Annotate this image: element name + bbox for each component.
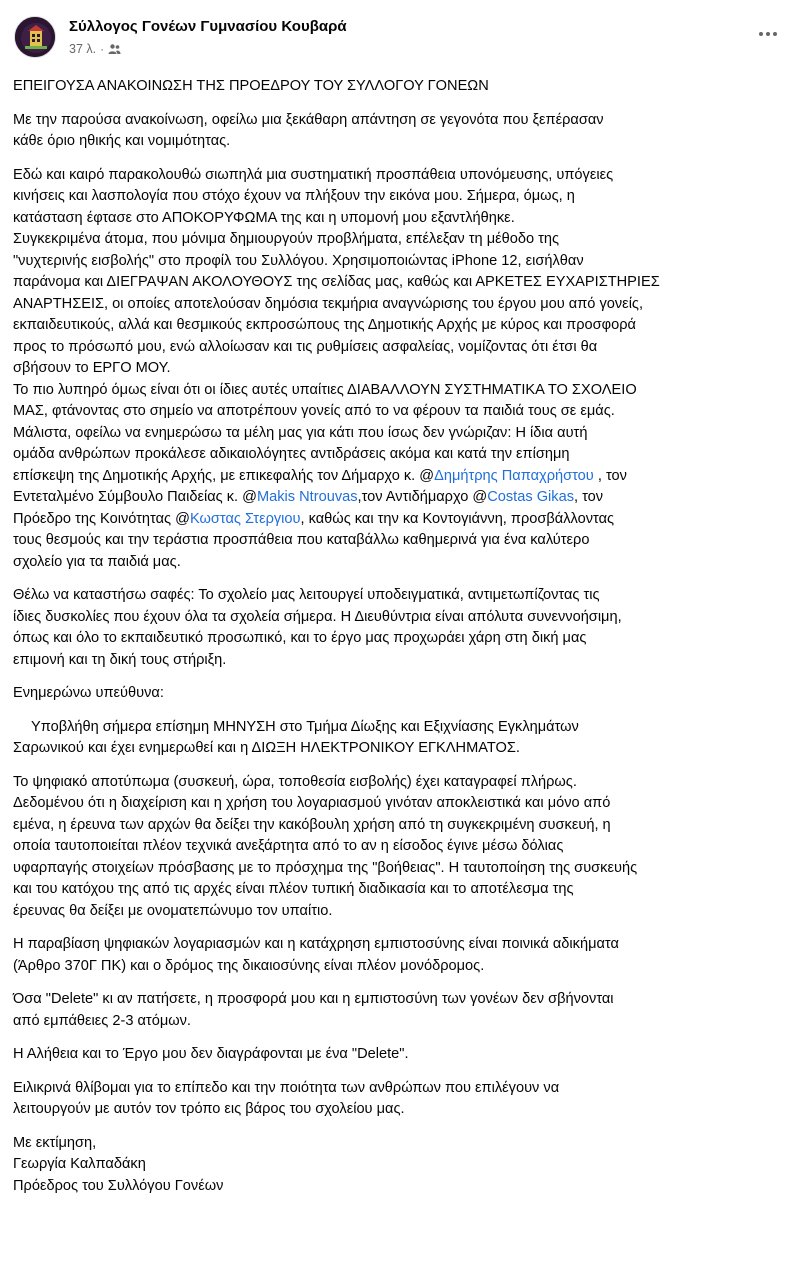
- paragraph-5: [13, 717, 787, 760]
- text-line: έρευνας θα δείξει με ονοματεπώνυμο τον υπαίτιο.: [13, 902, 333, 919]
- text-line: και του κατόχου της από τις αρχές είναι πλέον τυπική διαδικασία και το αποτέλεσμα της: [13, 881, 574, 897]
- text-line: προς το πρόσωπό μου, ενώ αλλοίωσαν και τις ρυθμίσεις ασφαλείας, νομίζοντας ότι έτσι θα: [13, 338, 598, 355]
- post-time[interactable]: 37 λ.: [69, 42, 97, 56]
- text-line: Συγκεκριμένα άτομα, που μόνιμα δημιουργούν προβλήματα, επέλεξαν τη μέθοδο της: [13, 231, 560, 247]
- text-line: Θέλω να καταστήσω σαφές: Το σχολείο μας λειτουργεί υποδειγματικά, αντιμετωπίζοντας τις: [13, 587, 600, 603]
- paragraph-7: [13, 934, 787, 977]
- text-line: Υποβλήθη σήμερα επίσημη ΜΗΝΥΣΗ στο Τμήμα Δίωξης και Εξιχνίασης Εγκλημάτων: [31, 718, 579, 735]
- people-icon[interactable]: [108, 43, 121, 55]
- text-line: ομάδα ανθρώπων προκάλεσε αδικαιολόγητες αντιδράσεις ακόμα και κατά την επίσημη: [13, 446, 570, 462]
- text-line: ίδιες δυσκολίες που έχουν όλα τα σχολεία σήμερα. Η Διευθύντρια είναι απόλυτα συνεννοήσιμη,: [13, 608, 622, 625]
- post-title: [13, 76, 787, 98]
- text-line: εμένα, η έρευνα των αρχών θα δείξει την κακόβουλη χρήση από τη συγκεκριμένη συσκευή, η: [13, 816, 611, 833]
- paragraph-9: [13, 1044, 787, 1066]
- text-line: (Άρθρο 370Γ ΠΚ) και ο δρόμος της δικαιοσύνης είναι πλέον μονόδρομος.: [13, 957, 485, 974]
- post-header: [14, 14, 786, 64]
- text-line: επιμονή και τη δική τους στήριξη.: [13, 651, 227, 668]
- text-line: Η Αλήθεια και το Έργο μου δεν διαγράφονται με ένα "Delete".: [13, 1046, 409, 1062]
- text-line: Ειλικρινά θλίβομαι για το επίπεδο και την ποιότητα των ανθρώπων που επιλέγουν να: [13, 1079, 560, 1096]
- text-line: Ενημερώνω υπεύθυνα:: [13, 685, 164, 701]
- text-line: από εμπάθειες 2-3 ατόμων.: [13, 1012, 191, 1029]
- text-line: Με την παρούσα ανακοίνωση, οφείλω μια ξεκάθαρη απάντηση σε γεγονότα που ξεπέρασαν: [13, 111, 604, 128]
- text-line: κατάσταση έφτασε στο ΑΠΟΚΟΡΥΦΩΜΑ της και η υπομονή μου εξαντλήθηκε.: [13, 209, 515, 226]
- text-line: Πρόεδρο της Κοινότητας @Κωστας Στεργιου, καθώς και την κα Κοντογιάννη, προσβάλλοντας: [13, 510, 615, 527]
- text-line: σβήσουν το ΕΡΓΟ ΜΟΥ.: [13, 360, 171, 376]
- text-line: υφαρπαγής στοιχείων πρόσβασης με το πρόσχημα της "βοήθειας". Η ταυτοποίηση της συσκευής: [13, 859, 638, 876]
- text-line: Όσα "Delete" κι αν πατήσετε, η προσφορά μου και η εμπιστοσύνη των γονέων δεν σβήνονται: [13, 991, 614, 1007]
- signature: [13, 1133, 787, 1198]
- paragraph-2: [13, 165, 787, 574]
- mention-deputy-mayor[interactable]: Costas Gikas: [487, 489, 575, 505]
- text-line: κάθε όριο ηθικής και νομιμότητας.: [13, 133, 231, 149]
- text-line: λειτουργούν με αυτόν τον τρόπο εις βάρος του σχολείου μας.: [13, 1101, 405, 1117]
- more-dots-icon[interactable]: [754, 22, 782, 46]
- text-line: Με εκτίμηση,: [13, 1134, 97, 1151]
- text-line: Δεδομένου ότι η διαχείριση και η χρήση του λογαριασμού γινόταν αποκλειστικά και μόνο από: [13, 795, 611, 811]
- mention-community-president[interactable]: Κωστας Στεργιου: [189, 510, 301, 527]
- text-line: Γεωργία Καλπαδάκη: [13, 1156, 146, 1172]
- paragraph-6: [13, 772, 787, 923]
- paragraph-8: [13, 989, 787, 1032]
- text-line: ΜΑΣ, φτάνοντας στο σημείο να αποτρέπουν γονείς από το να φέρουν τα παιδιά τους σε εμάς.: [13, 403, 615, 419]
- text-line: Η παραβίαση ψηφιακών λογαριασμών και η κατάχρηση εμπιστοσύνης είναι ποινικά αδικήματα: [13, 936, 619, 952]
- text-line: κινήσεις και λασπολογία που στόχο έχουν να πλήξουν την εικόνα μου. Σήμερα, όμως, η: [13, 188, 575, 204]
- text-line: όπως και όλο το εκπαιδευτικό προσωπικό, και το έργο μας προχωράει χάρη στη δική μας: [13, 630, 587, 646]
- text-line: εκπαιδευτικούς, αλλά και θεσμικούς εκπροσώπους της Δημοτικής Αρχής με κύρος και προσφορά: [13, 317, 636, 333]
- text-line: παράνομα και ΔΙΕΓΡΑΨΑΝ ΑΚΟΛΟΥΘΟΥΣ της σελίδας μας, καθώς και ΑΡΚΕΤΕΣ ΕΥΧΑΡΙΣΤΗΡΙΕΣ: [13, 274, 660, 290]
- text-line: Εδώ και καιρό παρακολουθώ σιωπηλά μια συστηματική προσπάθεια υπονόμευσης, υπόγειες: [13, 166, 614, 183]
- text-line: οποία ταυτοποιείται πλέον τεχνικά ανεξάρτητα από το αν η είσοδος έγινε μέσω δόλιας: [13, 838, 564, 854]
- post-body: [13, 76, 787, 1209]
- paragraph-1: [13, 110, 787, 153]
- paragraph-4: [13, 683, 787, 705]
- meta-separator: ·: [100, 42, 105, 56]
- text-line: τους θεσμούς και την τεράστια προσπάθεια που καταβάλλω καθημερινά για ένα καλύτερο: [13, 532, 590, 548]
- text-line: Σαρωνικού και έχει ενημερωθεί και η ΔΙΩΞΗ ΗΛΕΚΤΡΟΝΙΚΟΥ ΕΓΚΛΗΜΑΤΟΣ.: [13, 740, 520, 756]
- text-line: ΕΠΕΙΓΟΥΣΑ ΑΝΑΚΟΙΝΩΣΗ ΤΗΣ ΠΡΟΕΔΡΟΥ ΤΟΥ ΣΥΛΛΟΓΟΥ ΓΟΝΕΩΝ: [13, 78, 489, 94]
- text-line: Εντεταλμένο Σύμβουλο Παιδείας κ. @Makis Ntrouvas,τον Αντιδήμαρχο @Costas Gikas, τον: [13, 489, 604, 505]
- school-logo-icon: [15, 17, 56, 58]
- post-meta: [69, 42, 121, 56]
- page-avatar[interactable]: [14, 16, 56, 58]
- mention-education-advisor[interactable]: Makis Ntrouvas: [256, 489, 358, 505]
- mention-mayor[interactable]: Δημήτρης Παπαχρήστου: [434, 467, 594, 484]
- text-line: "νυχτερινής εισβολής" στο προφίλ του Συλλόγου. Χρησιμοποιώντας iPhone 12, εισήλθαν: [13, 252, 584, 269]
- text-line: Το πιο λυπηρό όμως είναι ότι οι ίδιες αυτές υπαίτιες ΔΙΑΒΑΛΛΟΥΝ ΣΥΣΤΗΜΑΤΙΚΑ ΤΟ ΣΧΟΛΕΙΟ: [13, 381, 637, 398]
- text-line: Πρόεδρος του Συλλόγου Γονέων: [13, 1177, 224, 1194]
- paragraph-3: [13, 585, 787, 671]
- text-line: σχολείο για τα παιδιά μας.: [13, 553, 181, 570]
- text-line: Το ψηφιακό αποτύπωμα (συσκευή, ώρα, τοποθεσία εισβολής) έχει καταγραφεί πλήρως.: [13, 773, 577, 790]
- paragraph-10: [13, 1078, 787, 1121]
- text-line: επίσκεψη της Δημοτικής Αρχής, με επικεφαλής τον Δήμαρχο κ. @Δημήτρης Παπαχρήστου , τον: [13, 467, 627, 484]
- page-name[interactable]: Σύλλογος Γονέων Γυμνασίου Κουβαρά: [69, 18, 347, 35]
- text-line: ΑΝΑΡΤΗΣΕΙΣ, οι οποίες αποτελούσαν δημόσια τεκμήρια αναγνώρισης του έργου μου από γονείς,: [13, 295, 644, 312]
- text-line: Μάλιστα, οφείλω να ενημερώσω τα μέλη μας για κάτι που ίσως δεν γνώριζαν: Η ίδια αυτή: [13, 424, 588, 441]
